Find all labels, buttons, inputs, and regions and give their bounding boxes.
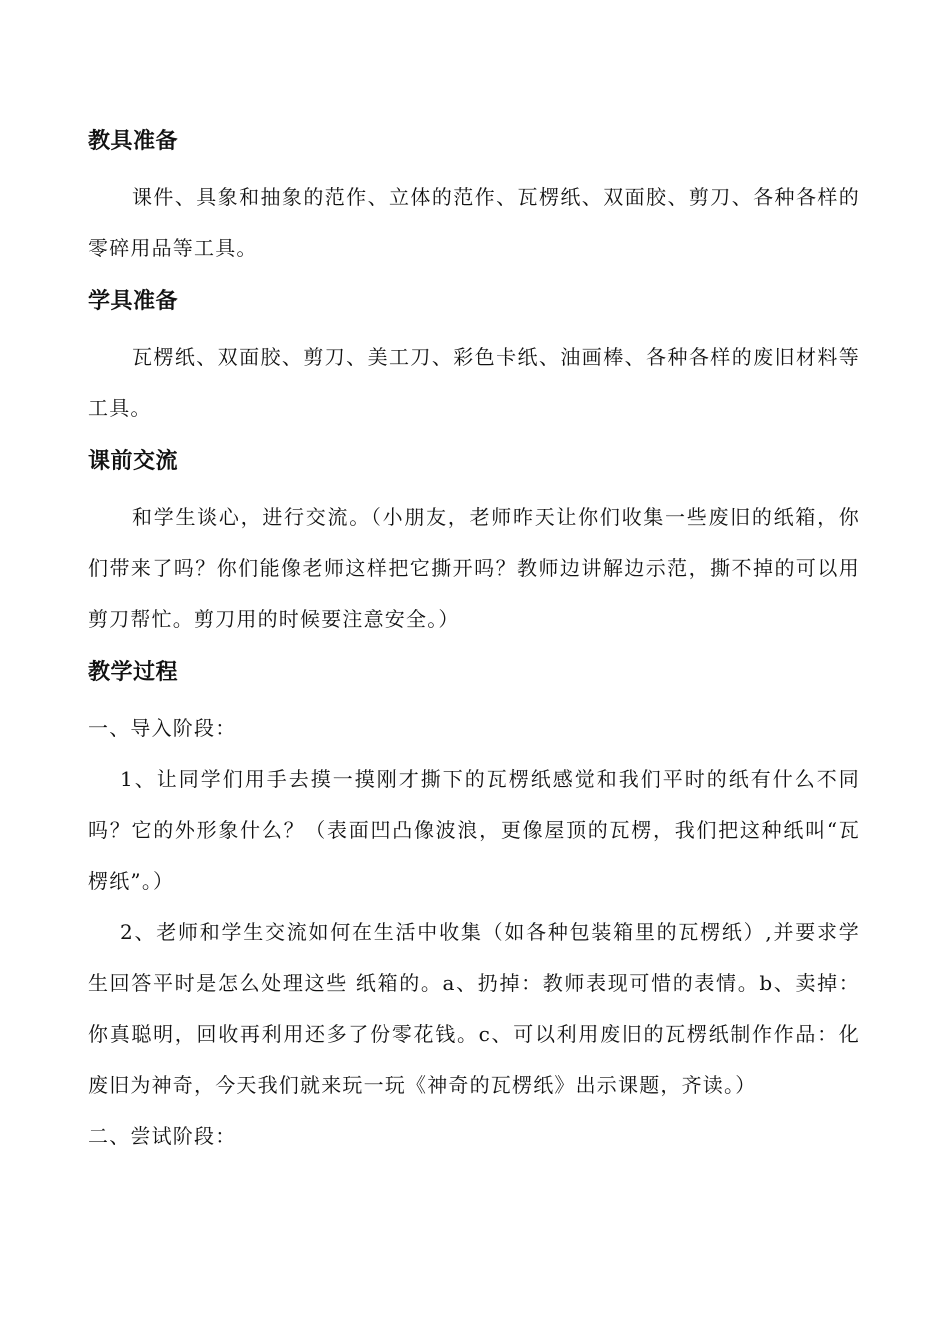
paragraph-pre-class: 和学生谈心，进行交流。（小朋友，老师昨天让你们收集一些废旧的纸箱，你们带来了吗？你们能像老师这样把它撕开吗？教师边讲解边示范，撕不掉的可以用剪刀帮忙。剪刀用的时候要注意安全。）	[88, 505, 860, 631]
heading-teaching-tools: 教具准备	[88, 129, 179, 154]
paragraph-teaching-tools: 课件、具象和抽象的范作、立体的范作、瓦楞纸、双面胶、剪刀、各种各样的零碎用品等工具。	[88, 185, 860, 260]
heading-pre-class: 课前交流	[88, 449, 179, 474]
document-page	[88, 122, 860, 1162]
stage1-title: 一、导入阶段：	[88, 716, 237, 740]
paragraph-student-tools: 瓦楞纸、双面胶、剪刀、美工刀、彩色卡纸、油画棒、各种各样的废旧材料等工具。	[88, 345, 860, 420]
heading-process: 教学过程	[88, 660, 179, 685]
heading-student-tools: 学具准备	[88, 289, 179, 314]
process-item-1: 1、让同学们用手去摸一摸刚才撕下的瓦楞纸感觉和我们平时的纸有什么不同吗？它的外形象什么？（表面凹凸像波浪，更像屋顶的瓦楞，我们把这种纸叫“瓦楞纸”。）	[88, 767, 860, 893]
stage2-title: 二、尝试阶段：	[88, 1124, 237, 1148]
process-item-2: 2、老师和学生交流如何在生活中收集（如各种包装箱里的瓦楞纸）,并要求学生回答平时是怎么处理这些 纸箱的。a、扔掉：教师表现可惜的表情。b、卖掉：你真聪明，回收再利用还多了份零花钱。c、可以利用废旧的瓦楞纸制作作品：化废旧为神奇，今天我们就来玩一玩《神奇的瓦楞纸》出示课题，齐读。）	[88, 920, 860, 1097]
